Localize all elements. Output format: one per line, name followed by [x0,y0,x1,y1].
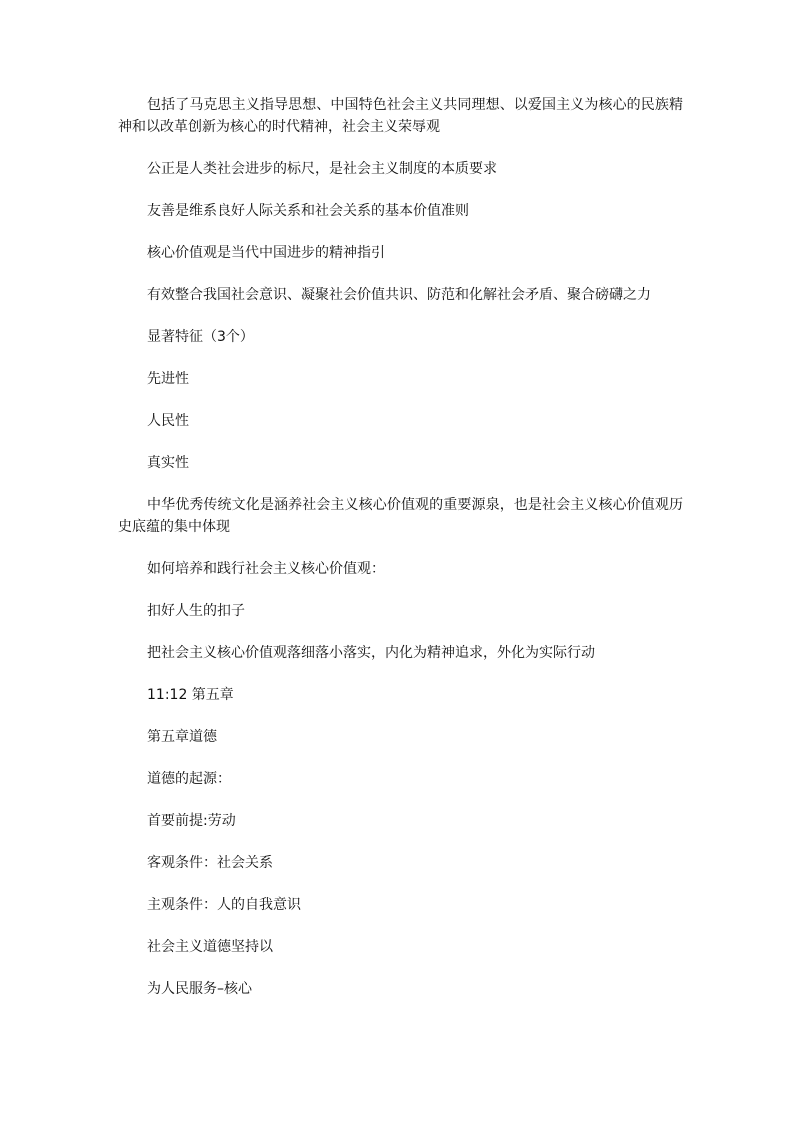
paragraph-objective-condition: 客观条件：社会关系 [147,855,273,871]
paragraph-morality-origin: 道德的起源： [147,771,231,787]
paragraph-traditional-culture: 中华优秀传统文化是涵养社会主义核心价值观的重要源泉，也是社会主义核心价值观历史底蕴的集中体现 [118,497,683,535]
paragraph-internalize: 把社会主义核心价值观落细落小落实，内化为精神追求，外化为实际行动 [147,645,595,661]
paragraph-integration: 有效整合我国社会意识、凝聚社会价值共识、防范和化解社会矛盾、聚合磅礴之力 [147,287,651,303]
paragraph-feature-truth: 真实性 [147,455,189,471]
paragraph-serve-people: 为人民服务–核心 [147,981,252,997]
paragraph-button-up: 扣好人生的扣子 [147,603,245,619]
paragraph-chapter-timestamp: 11:12 第五章 [147,687,234,703]
paragraph-how-to-practice: 如何培养和践行社会主义核心价值观： [147,561,385,577]
paragraph-socialist-morality: 社会主义道德坚持以 [147,939,273,955]
paragraph-features-heading: 显著特征（3个） [147,329,254,345]
paragraph-chapter-title: 第五章道德 [147,729,217,745]
paragraph-feature-people: 人民性 [147,413,189,429]
paragraph-subjective-condition: 主观条件：人的自我意识 [147,897,301,913]
paragraph-friendliness: 友善是维系良好人际关系和社会关系的基本价值准则 [147,203,469,219]
paragraph-core-values-content: 包括了马克思主义指导思想、中国特色社会主义共同理想、以爱国主义为核心的民族精神和以改革创新为核心的时代精神，社会主义荣辱观 [118,97,683,135]
paragraph-justice: 公正是人类社会进步的标尺，是社会主义制度的本质要求 [147,161,497,177]
paragraph-feature-advanced: 先进性 [147,371,189,387]
paragraph-premise-labor: 首要前提:劳动 [147,813,236,829]
document-body [118,94,683,1020]
paragraph-spiritual-guide: 核心价值观是当代中国进步的精神指引 [147,245,385,261]
